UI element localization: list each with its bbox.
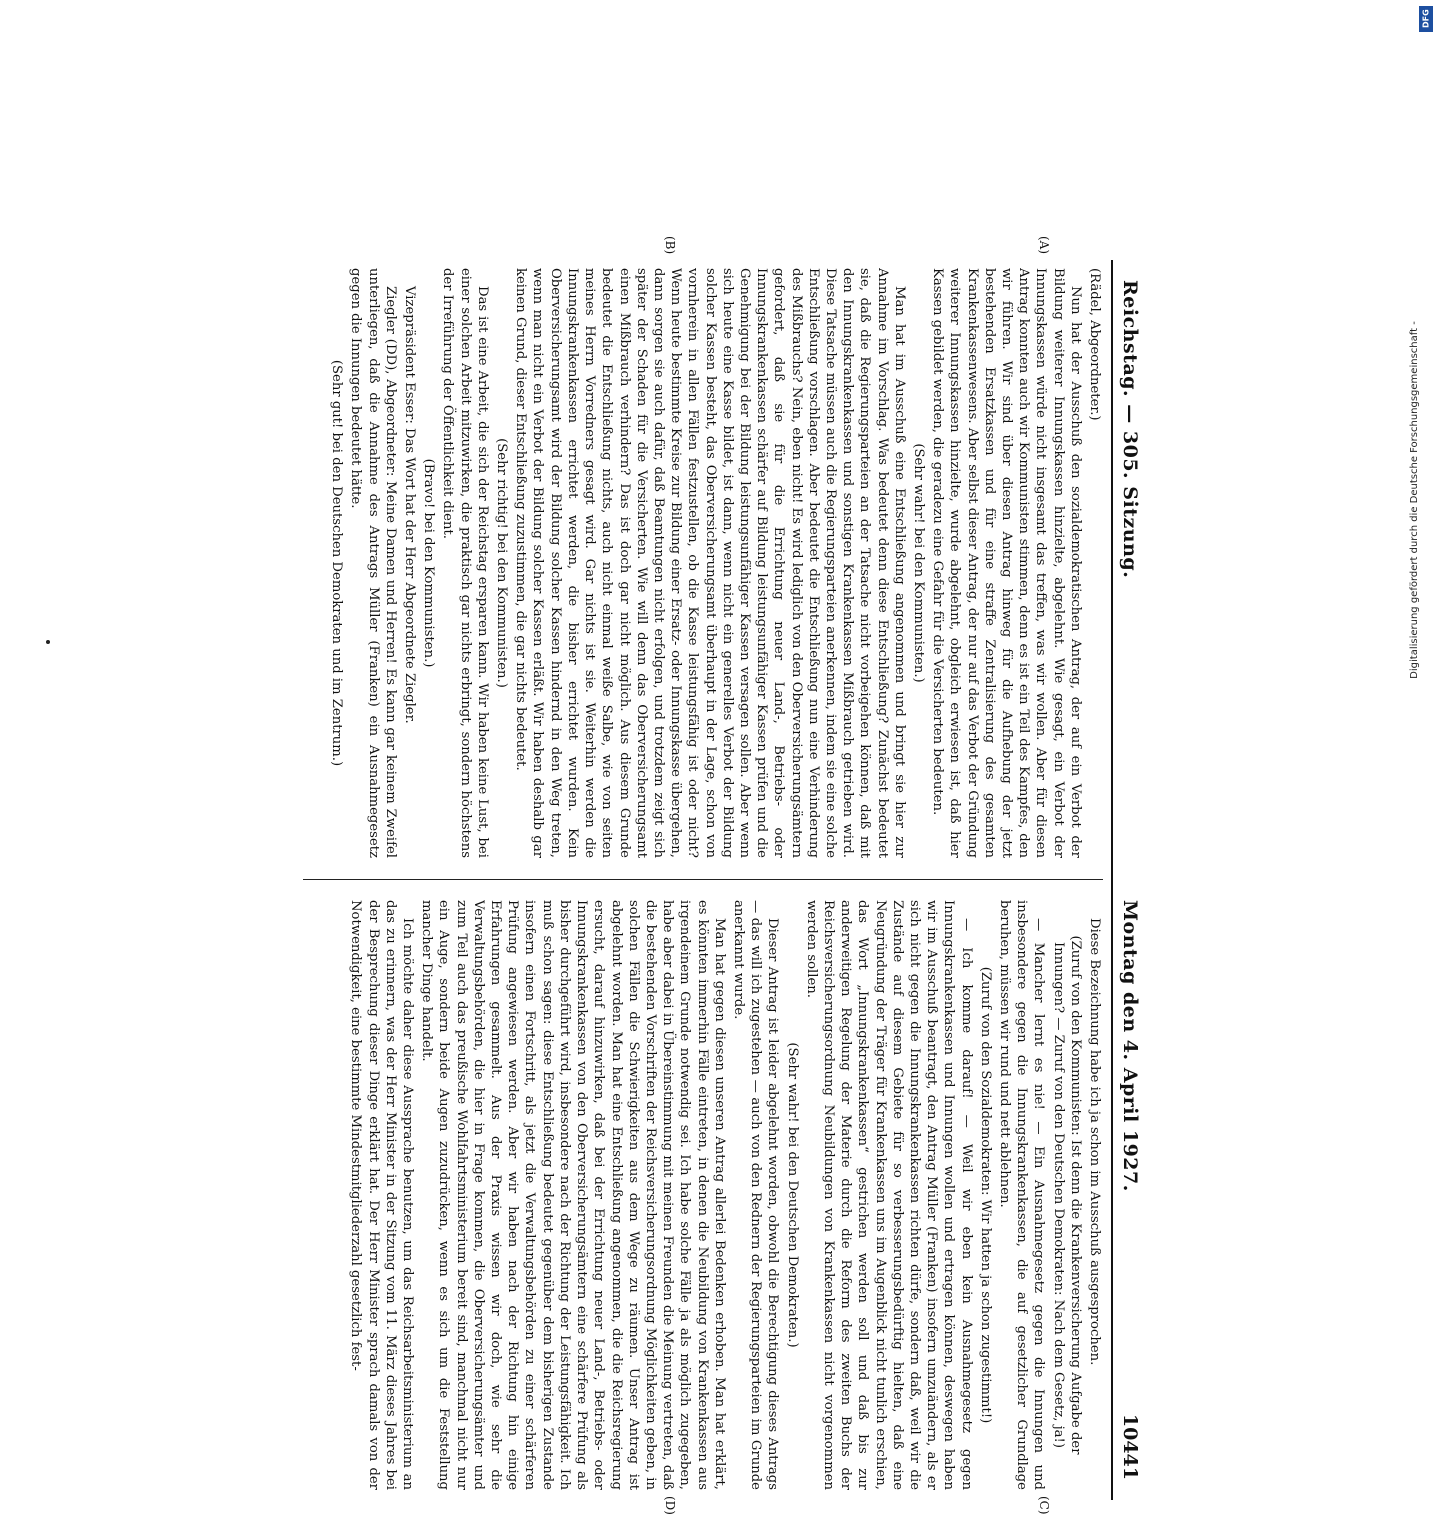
paragraph: (Zuruf von den Sozialdemokraten: Wir hatten ja schon zugestimmt!) [977, 966, 993, 1424]
page-number: 10441 [1119, 1413, 1141, 1480]
paragraph: Man hat im Ausschuß eine Entschließung angenommen und bringt sie hier zur Annahme im Vorschlag. Was bedeutet denn diese Entschließung? Zunächst bedeutet sie, daß die Regierungsparteien an der Tatsache nicht vorbeigehen können, daß mit den Innungskrankenkassen und sonstigen Krankenkassen Mißbrauch getrieben wird. Diese Tatsache müssen auch die Regierungsparteien anerkennen, indem sie eine solche Entschließung vorschlagen. Aber bedeutet die Entschließung nun eine Verhinderung des Mißbrauchs? Nein, eben nicht! Es wird lediglich von den Oberversicherungsämtern gefordert, daß sie für die Errichtung neuer Land-, Betriebs- oder Innungskrankenkassen schärfer auf Bildung leistungsunfähiger Kassen prüfen und die Genehmigung bei der Bildung leistungsunfähiger Kassen versagen sollen. Aber wenn sich heute eine Kasse bildet, ist dann, wenn nicht ein generelles Verbot der Bildung solcher Kassen besteht, das Oberversicherungsamt überhaupt in der Lage, schon von vornherein in allen Fällen festzustellen, ob die Kasse leistungsfähig ist oder nicht? Wenn heute bestimmte Kreise zur Bildung einer Ersatz- oder Innungskasse übergehen, dann sorgen sie auch dafür, daß Beamtungen nicht erfolgen, und trotzdem zeigt sich später der Schaden für die Versicherten. Wie will denn das Oberversicherungsamt einen Mißbrauch verhindern? Das ist doch gar nicht möglich. Aus diesem Grunde bedeutet die Entschließung nichts, auch nicht einmal weiße Salbe, wie von seiten meines Herrn Vorredners gesagt wird. Gar nichts ist sie. Weiterhin werden die Innungskrankenkassen errichtet werden, die bisher errichtet wurden. Kein Oberversicherungsamt wird der Bildung solcher Kassen hindernd in den Weg treten, wenn man nicht ein Verbot der Bildung solcher Kassen erläßt. Wir haben deshalb gar keinen Grund, dieser Entschließung zuzustimmen, die gar nichts bedeutet. [513, 268, 907, 858]
margin-mark-c: (C) [1037, 1496, 1051, 1515]
dfg-logo: DFG [1419, 6, 1433, 32]
sheet-content [287, 236, 1147, 1515]
paragraph: (Sehr gut! bei den Deutschen Demokraten und im Zentrum.) [329, 359, 345, 767]
rotated-sheet [0, 236, 1147, 1515]
paragraph: Nun hat der Ausschuß den sozialdemokratischen Antrag, der auf ein Verbot der Bildung weiterer Innungskassen hinzielte, abgelehnt. Wie gesagt, ein Verbot der Innungskassen würde nicht insgesamt das treffen, was wir wollen. Aber für diesen Antrag konnten auch wir Kommunisten stimmen, denn es ist ein Teil des Kampfes, den wir führen. Wir sind über diesen Antrag hinweg für die Aufhebung der jetzt bestehenden Ersatzkassen und für eine straffe Zentralisierung des gesamten Krankenkassenwesens. Aber selbst dieser Antrag, der nur auf das Verbot der Gründung weiterer Innungskassen hinzielte, wurde abgelehnt, obgleich erwiesen ist, daß hier Kassen gebildet werden, die geradezu eine Gefahr für die Versicherten bedeuten. [930, 268, 1083, 858]
paragraph: (Sehr richtig! bei den Kommunisten.) [494, 438, 510, 688]
issue-date: Montag den 4. April 1927. [1119, 900, 1141, 1192]
paragraph: (Sehr wahr! bei den Kommunisten.) [910, 443, 926, 683]
left-column [303, 268, 1103, 858]
page-header [1111, 260, 1147, 1500]
column-divider [303, 879, 1103, 880]
running-title: Reichstag. — 305. Sitzung. [1119, 280, 1141, 579]
paragraph: — Ich komme darauf! — Weil wir eben kein Ausnahmegesetz gegen Innungskrankenkassen und Innungen wollen und ertragen können, deswegen haben wir im Ausschuß beantragt, den Antrag Müller (Franken) insofern umzuändern, als er sich nicht gegen die Innungskrankenkassen richten dürfe, sondern daß, weil wir die Zustände auf diesem Gebiete für so verbesserungsbedürftig hielten, daß eine Neugründung der Träger für Krankenkassen uns im Augenblick nicht tunlich erschien, das Wort „Innungskrankenkassen“ gestrichen werden soll und daß bis zur anderweitigen Regelung der Materie durch die Reform des zweiten Buchs der Reichsversicherungsordnung Neubildungen von Krankenkassen nicht vorgenommen werden sollen. [803, 900, 974, 1490]
right-column [303, 900, 1103, 1490]
paragraph: (Zuruf von den Kommunisten: Ist denn die Krankenversicherung Aufgabe der Innungen? — Zuruf von den Deutschen Demokraten: Nach dem Gesetz, ja!) [1050, 935, 1083, 1455]
paragraph: Diese Bezeichnung habe ich ja schon im Ausschuß ausgesprochen. [1087, 918, 1102, 1366]
paragraph: (Bravo! bei den Kommunisten.) [421, 458, 437, 668]
margin-mark-b: (B) [663, 236, 677, 255]
margin-mark-d: (D) [663, 1496, 677, 1515]
paragraph: Vizepräsident Esser: Das Wort hat der Herr Abgeordnete Ziegler. [402, 286, 418, 724]
paragraph: Das ist eine Arbeit, die sich der Reichstag ersparen kann. Wir haben keine Lust, bei einer solchen Arbeit mitzuwirken, die praktisch gar nichts erbringt, sondern höchstens der Irreführung der Öffentlichkeit dient. [440, 268, 490, 858]
paragraph: Ziegler (DD), Abgeordneter: Meine Damen und Herren! Es kann gar keinem Zweifel unterliegen, daß die Annahme des Antrags Müller (Franken) ein Ausnahmegesetz gegen die Innungen bedeutet hätte. [348, 268, 398, 858]
paragraph: Dieser Antrag ist leider abgelehnt worden, obwohl die Berechtigung dieses Antrags — das will ich zugestehen — auch von den Rednern der Regierungsparteien im Grunde anerkannt wurde. [730, 900, 781, 1490]
speck [46, 640, 50, 644]
paragraph: Man hat gegen diesen unseren Antrag allerlei Bedenken erhoben. Man hat erklärt, es könnten immerhin Fälle eintreten, in denen die Neubildung von Krankenkassen aus irgendeinem Grunde notwendig sei. Ich habe solche Fälle ja als möglich zugegeben, habe aber dabei in Übereinstimmung mit meinen Freunden die Meinung vertreten, daß die bestehenden Vorschriften der Reichsversicherungsordnung Möglichkeiten geben, in solchen Fällen die Schwierigkeiten aus dem Wege zu räumen. Unser Antrag ist abgelehnt worden. Man hat eine Entschließung angenommen, die die Reichsregierung ersucht, darauf hinzuwirken, daß bei der Errichtung neuer Land-, Betriebs- oder Innungskrankenkassen von den Oberversicherungsämtern eine schärfere Prüfung als bisher durchgeführt wird, insbesondere nach der Richtung der Leistungsfähigkeit. Ich muß schon sagen: diese Entschließung bedeutet gegenüber dem bisherigen Zustande insofern einen Fortschritt, als jetzt die Verwaltungsbehörden zu einer schärferen Prüfung angewiesen werden. Aber wir haben nach der Richtung hin einige Erfahrungen gesammelt. Aus der Praxis wissen wir doch, wie sehr die Verwaltungsbehörden, die hier in Frage kommen, die Oberversicherungsämter und zum Teil auch das preußische Wohlfahrtsministerium bereit sind, manchmal nicht nur ein Auge, sondern beide Augen zuzudrücken, wenn es sich um die Feststellung mancher Dinge handelt. [419, 900, 727, 1490]
paragraph: Ich möchte daher diese Aussprache benutzen, um das Reichsarbeitsministerium an das zu erinnern, was der Herr Minister in der Sitzung vom 11. März dieses Jahres bei der Besprechung dieser Dinge erklärt hat. Der Herr Minister sprach damals von der Notwendigkeit, eine bestimmte Mindestmitgliederzahl gesetzlich fest- [348, 900, 416, 1490]
paragraph: — Mancher lernt es nie! — Ein Ausnahmegesetz gegen die Innungen und insbesondere gegen die Innungskrankenkassen, die auf gesetzlicher Grundlage beruhen, müssen wir rund und nett ablehnen. [996, 900, 1047, 1490]
paragraph: (Rädel, Abgeordneter.) [1087, 268, 1102, 421]
margin-mark-a: (A) [1037, 236, 1051, 255]
digitization-credit: Digitalisierung gefördert durch die Deutsche Forschungsgemeinschaft - [1409, 321, 1420, 679]
paragraph: (Sehr wahr! bei den Deutschen Demokraten.) [784, 1042, 800, 1348]
